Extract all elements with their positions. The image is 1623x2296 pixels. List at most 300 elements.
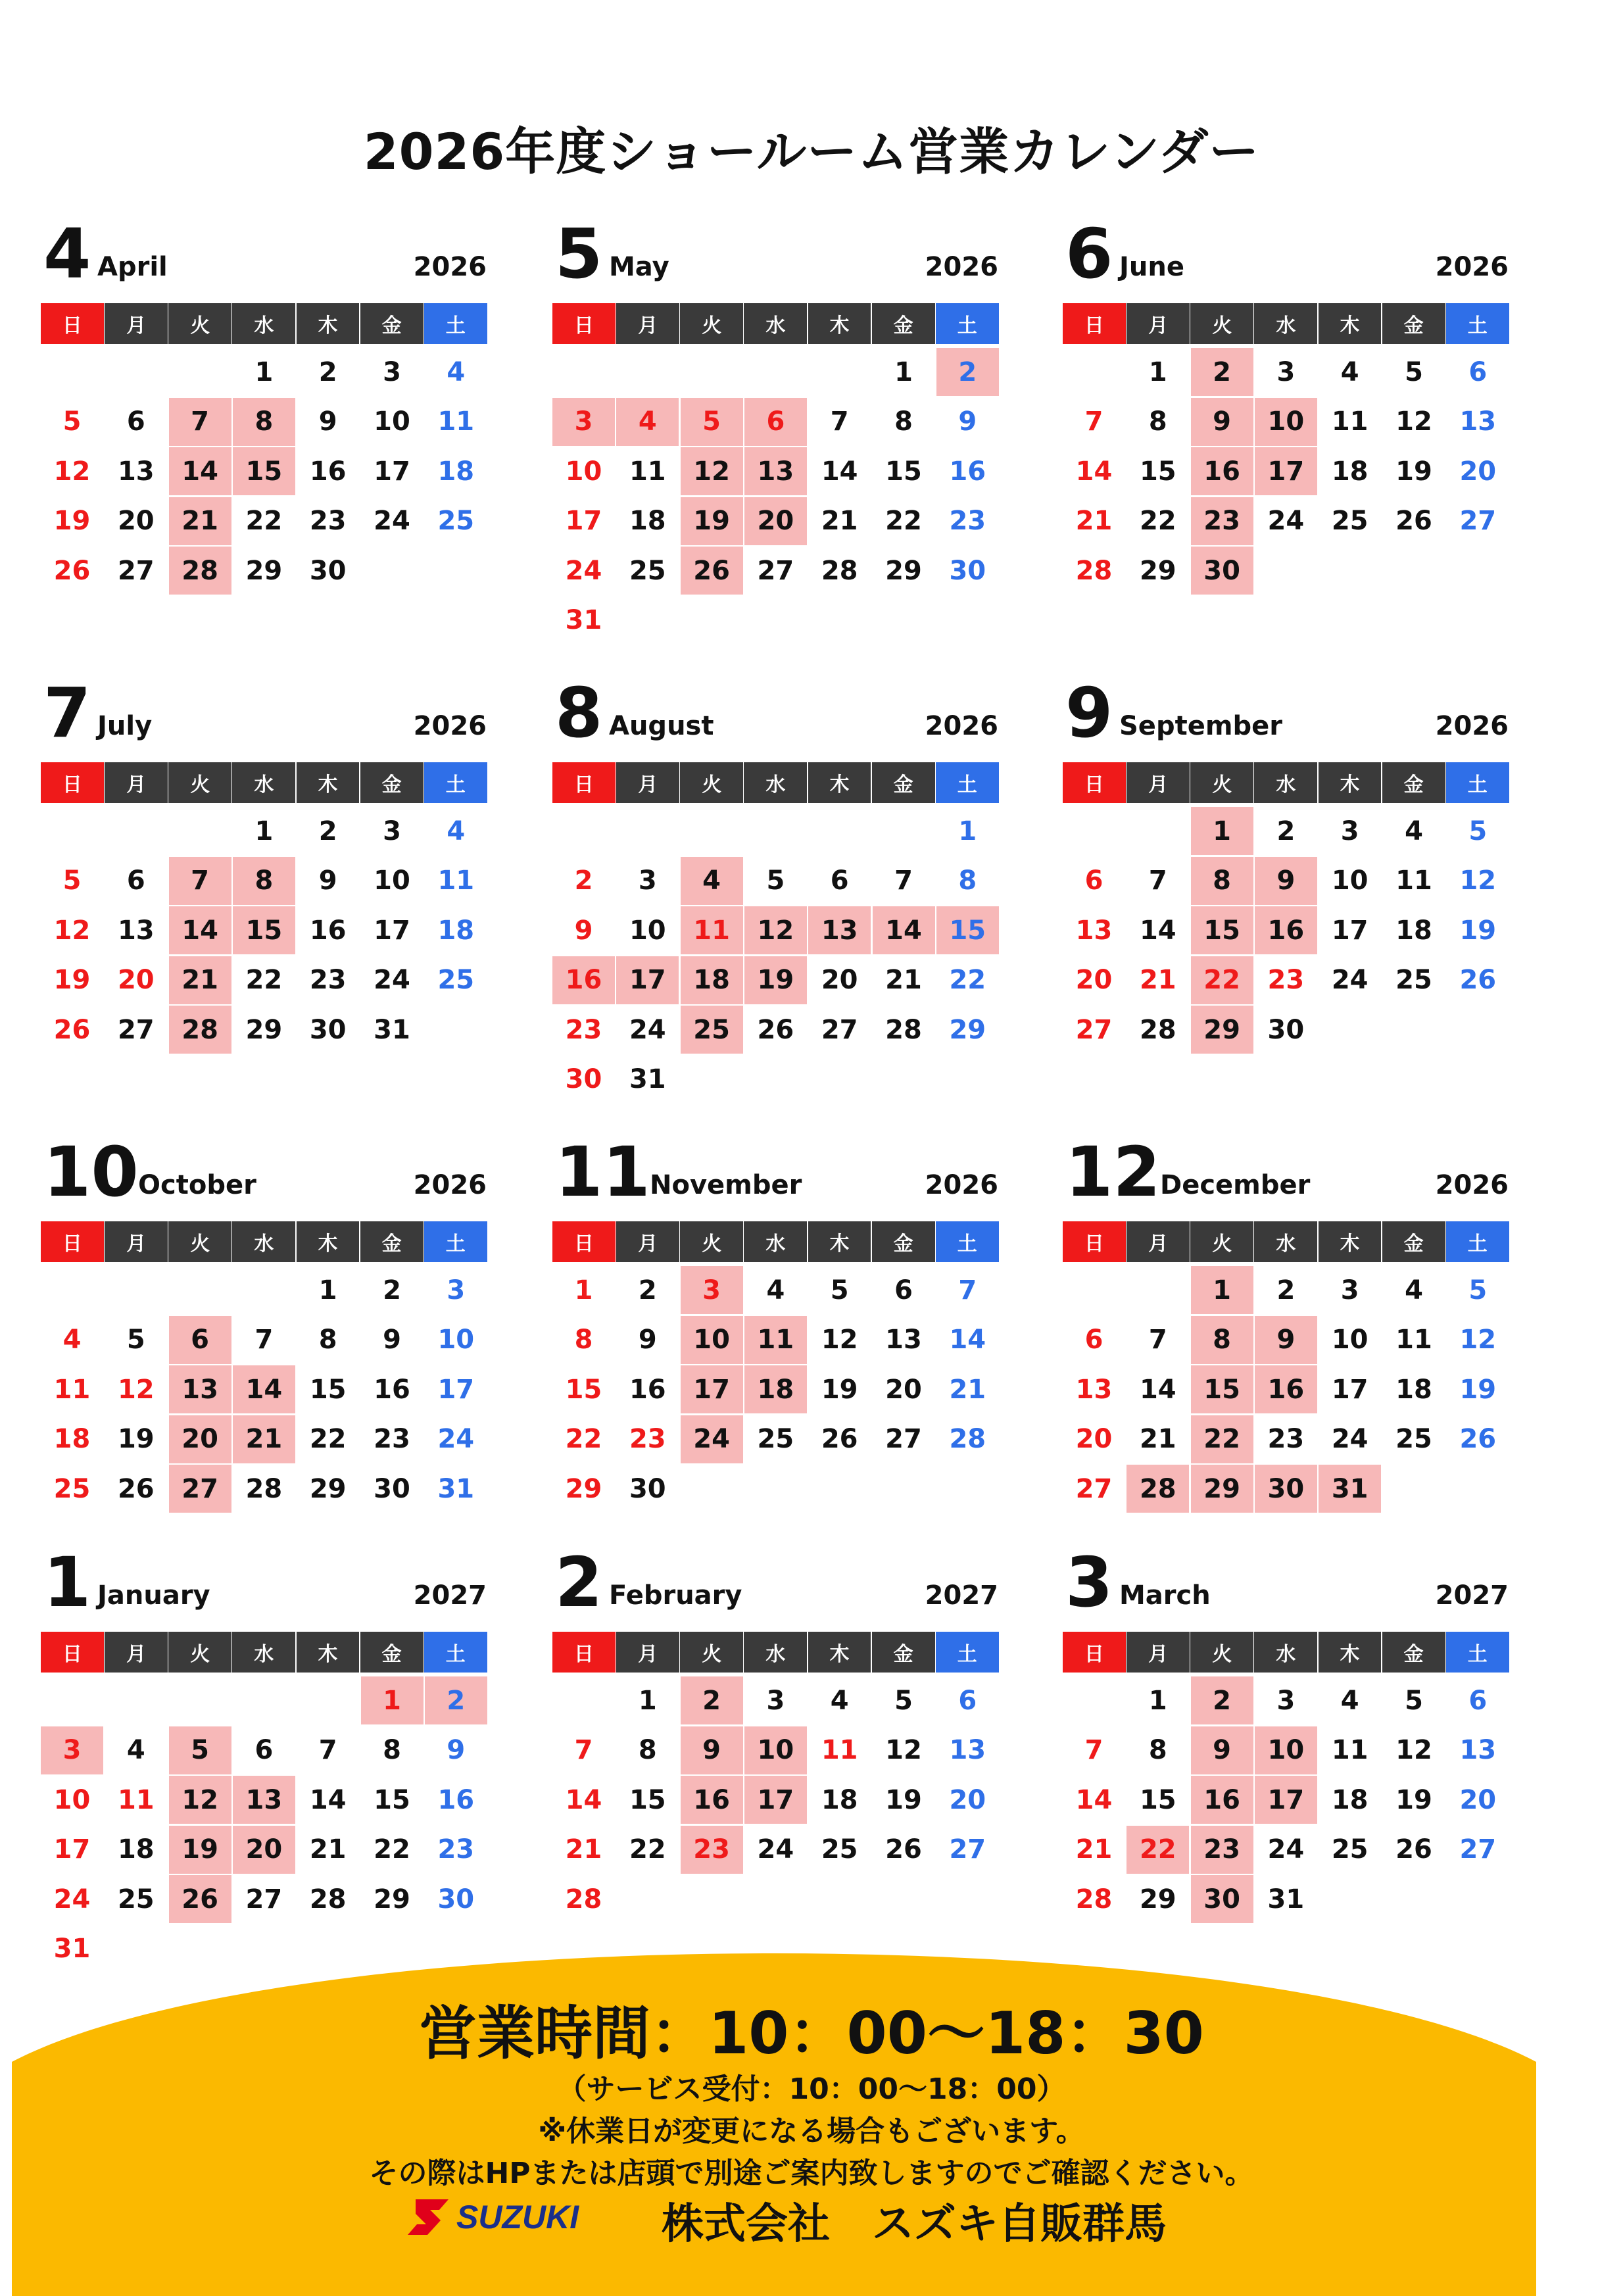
weekday-label: 月	[105, 303, 168, 344]
weekday-label: 月	[616, 1632, 679, 1673]
day-cell: 30	[437, 1884, 475, 1915]
weekday-label: 火	[680, 303, 743, 344]
month-header	[1063, 1132, 1510, 1212]
weekday-label: 土	[424, 1632, 487, 1673]
day-cell: 18	[117, 1834, 155, 1865]
weekday-label: 木	[297, 1221, 360, 1262]
day-cell: 24	[757, 1834, 794, 1865]
day-cell: 19	[53, 506, 91, 536]
closed-day-cell: 30	[1191, 547, 1253, 595]
day-cell: 5	[1468, 1275, 1488, 1306]
day-cell: 15	[885, 456, 922, 487]
day-cell: 27	[885, 1424, 922, 1454]
month-year: 2026	[413, 711, 487, 741]
weekday-label: 日	[41, 303, 104, 344]
weekday-label: 火	[168, 1221, 231, 1262]
weekday-label: 日	[1063, 1632, 1126, 1673]
day-cell: 26	[53, 555, 91, 586]
day-cell: 18	[437, 915, 475, 946]
month-name: January	[97, 1580, 210, 1611]
closed-day-cell: 19	[681, 497, 743, 545]
day-cell: 5	[126, 1325, 145, 1355]
weekday-label: 金	[1382, 303, 1445, 344]
closed-day-cell: 15	[936, 906, 999, 954]
closed-day-cell: 13	[744, 447, 807, 495]
day-cell: 17	[1331, 1374, 1369, 1405]
day-cell: 28	[1139, 1014, 1176, 1045]
day-cell: 14	[565, 1784, 602, 1815]
day-cell: 3	[447, 1275, 466, 1306]
day-cell: 25	[437, 965, 475, 995]
day-cell: 11	[117, 1784, 155, 1815]
day-cell: 7	[574, 1735, 593, 1765]
closed-day-cell: 21	[169, 497, 231, 545]
weekday-label: 水	[1254, 762, 1317, 803]
closed-day-cell: 8	[1191, 1316, 1253, 1364]
weekday-header	[552, 762, 1000, 803]
weekday-label: 月	[105, 1221, 168, 1262]
day-cell: 11	[1331, 406, 1369, 437]
month-year: 2027	[1435, 1580, 1509, 1611]
weekday-label: 金	[1382, 1221, 1445, 1262]
month-header	[41, 1542, 488, 1623]
weekday-label: 木	[297, 1632, 360, 1673]
day-cell: 16	[309, 456, 347, 487]
month-year: 2026	[925, 1170, 998, 1200]
weekday-label: 土	[936, 762, 999, 803]
day-cell: 13	[885, 1325, 922, 1355]
day-cell: 12	[1395, 1735, 1432, 1765]
closed-day-cell: 9	[1191, 398, 1253, 446]
weekday-label: 木	[1319, 303, 1382, 344]
month-number: 12	[1065, 1132, 1161, 1212]
day-cell: 28	[949, 1424, 986, 1454]
month-march	[1063, 1542, 1510, 1996]
day-cell: 13	[1075, 915, 1113, 946]
day-cell: 15	[1139, 1784, 1176, 1815]
day-cell: 20	[1459, 1784, 1497, 1815]
day-cell: 30	[309, 555, 347, 586]
weekday-header	[1063, 1632, 1510, 1673]
weekday-label: 水	[744, 303, 807, 344]
day-cell: 24	[437, 1424, 475, 1454]
weekday-label: 火	[680, 1221, 743, 1262]
month-year: 2026	[413, 1170, 487, 1200]
day-cell: 20	[1075, 1424, 1113, 1454]
weekday-label: 月	[1126, 1632, 1190, 1673]
month-june	[1063, 214, 1510, 668]
closed-day-cell: 10	[681, 1316, 743, 1364]
day-cell: 20	[1459, 456, 1497, 487]
month-number: 7	[43, 673, 91, 753]
closed-day-cell: 2	[1191, 1676, 1253, 1724]
month-february	[552, 1542, 1000, 1996]
day-cell: 17	[1331, 915, 1369, 946]
weekday-label: 土	[424, 762, 487, 803]
day-cell: 5	[1405, 356, 1423, 387]
closed-day-cell: 12	[744, 906, 807, 954]
closed-day-cell: 16	[1191, 1776, 1253, 1824]
day-cell: 22	[245, 965, 283, 995]
closed-day-cell: 5	[169, 1726, 231, 1774]
closed-day-cell: 4	[681, 857, 743, 905]
month-name: May	[609, 252, 669, 282]
closed-day-cell: 10	[1255, 398, 1317, 446]
day-cell: 22	[245, 506, 283, 536]
day-cell: 19	[1395, 456, 1432, 487]
weekday-label: 木	[808, 1221, 871, 1262]
day-cell: 19	[1459, 1374, 1497, 1405]
company-block	[0, 2190, 1623, 2249]
day-cell: 31	[565, 605, 602, 635]
day-cell: 3	[383, 816, 401, 846]
day-cell: 6	[1084, 1325, 1103, 1355]
month-number: 10	[43, 1132, 139, 1212]
weekday-label: 火	[168, 303, 231, 344]
day-cell: 21	[1139, 1424, 1176, 1454]
month-year: 2027	[925, 1580, 998, 1611]
day-cell: 3	[1276, 356, 1296, 387]
weekday-label: 日	[1063, 762, 1126, 803]
month-number: 1	[43, 1542, 91, 1623]
month-april	[41, 214, 488, 668]
closed-day-cell: 2	[425, 1676, 487, 1724]
day-cell: 1	[1148, 356, 1167, 387]
day-cell: 22	[885, 506, 922, 536]
closed-day-cell: 15	[1191, 906, 1253, 954]
closed-day-cell: 25	[681, 1006, 743, 1054]
closed-day-cell: 8	[1191, 857, 1253, 905]
month-year: 2026	[1435, 711, 1509, 741]
day-cell: 27	[821, 1014, 858, 1045]
day-cell: 22	[629, 1834, 666, 1865]
closed-day-cell: 1	[1191, 807, 1253, 855]
month-year: 2026	[925, 252, 998, 282]
day-cell: 12	[885, 1735, 922, 1765]
month-header	[41, 214, 488, 294]
day-cell: 27	[949, 1834, 986, 1865]
closed-day-cell: 28	[169, 547, 231, 595]
weekday-label: 金	[360, 1221, 424, 1262]
weekday-label: 木	[297, 303, 360, 344]
weekday-label: 金	[872, 1221, 935, 1262]
weekday-label: 木	[1319, 762, 1382, 803]
day-cell: 7	[830, 406, 849, 437]
day-cell: 24	[53, 1884, 91, 1915]
day-cell: 1	[254, 816, 274, 846]
month-october	[41, 1132, 488, 1586]
closed-day-cell: 17	[616, 956, 679, 1004]
day-cell: 8	[958, 866, 977, 896]
closed-day-cell: 9	[1255, 857, 1317, 905]
day-cell: 5	[1405, 1685, 1423, 1716]
weekday-label: 水	[744, 1632, 807, 1673]
day-cell: 22	[949, 965, 986, 995]
month-number: 9	[1065, 673, 1113, 753]
day-cell: 11	[53, 1374, 91, 1405]
day-cell: 28	[885, 1014, 922, 1045]
day-cell: 25	[1395, 1424, 1432, 1454]
day-cell: 23	[565, 1014, 602, 1045]
month-header	[1063, 1542, 1510, 1623]
weekday-label: 日	[1063, 303, 1126, 344]
closed-day-cell: 3	[552, 398, 615, 446]
closed-day-cell: 13	[233, 1776, 295, 1824]
weekday-label: 金	[1382, 762, 1445, 803]
day-cell: 25	[117, 1884, 155, 1915]
day-cell: 10	[53, 1784, 91, 1815]
day-cell: 4	[1340, 1685, 1359, 1716]
day-cell: 16	[949, 456, 986, 487]
day-cell: 28	[1075, 555, 1113, 586]
closed-day-cell: 1	[1191, 1266, 1253, 1314]
closed-day-cell: 18	[681, 956, 743, 1004]
day-cell: 11	[629, 456, 666, 487]
day-cell: 17	[53, 1834, 91, 1865]
service-hours: （サービス受付：10：00～18：00）	[557, 2072, 1066, 2106]
day-cell: 4	[126, 1735, 145, 1765]
day-cell: 25	[53, 1473, 91, 1504]
day-cell: 9	[447, 1735, 466, 1765]
day-cell: 27	[245, 1884, 283, 1915]
day-cell: 5	[894, 1685, 913, 1716]
day-cell: 6	[1084, 866, 1103, 896]
day-cell: 6	[894, 1275, 913, 1306]
day-cell: 29	[374, 1884, 410, 1915]
day-cell: 31	[437, 1473, 475, 1504]
weekday-header	[1063, 303, 1510, 344]
day-cell: 5	[766, 866, 785, 896]
day-cell: 20	[1075, 965, 1113, 995]
day-cell: 18	[1395, 1374, 1432, 1405]
day-cell: 30	[309, 1014, 347, 1045]
day-cell: 7	[254, 1325, 274, 1355]
day-cell: 7	[1084, 406, 1103, 437]
day-cell: 29	[949, 1014, 986, 1045]
month-name: June	[1119, 252, 1184, 282]
day-cell: 1	[958, 816, 977, 846]
closed-day-cell: 3	[41, 1726, 103, 1774]
month-number: 8	[555, 673, 603, 753]
day-cell: 11	[1331, 1735, 1369, 1765]
weekday-label: 火	[168, 1632, 231, 1673]
day-cell: 17	[374, 915, 410, 946]
day-cell: 24	[1331, 1424, 1369, 1454]
closed-day-cell: 7	[169, 857, 231, 905]
page-title: 2026年度ショールーム営業カレンダー	[363, 122, 1260, 181]
month-year: 2026	[1435, 1170, 1509, 1200]
weekday-label: 月	[1126, 762, 1190, 803]
day-cell: 23	[374, 1424, 410, 1454]
suzuki-s-icon	[408, 2194, 638, 2240]
day-cell: 16	[437, 1784, 475, 1815]
day-cell: 7	[318, 1735, 337, 1765]
closed-day-cell: 2	[681, 1676, 743, 1724]
weekday-label: 月	[105, 1632, 168, 1673]
month-name: February	[609, 1580, 742, 1611]
closed-day-cell: 14	[233, 1365, 295, 1413]
day-cell: 30	[1267, 1014, 1305, 1045]
weekday-label: 金	[1382, 1632, 1445, 1673]
month-year: 2027	[413, 1580, 487, 1611]
month-name: November	[650, 1170, 802, 1200]
closed-day-cell: 24	[681, 1415, 743, 1463]
day-cell: 10	[1331, 1325, 1369, 1355]
day-cell: 12	[1459, 1325, 1497, 1355]
month-number: 3	[1065, 1542, 1113, 1623]
weekday-label: 木	[297, 762, 360, 803]
day-cell: 16	[309, 915, 347, 946]
day-cell: 3	[766, 1685, 785, 1716]
month-header	[41, 673, 488, 753]
day-cell: 5	[1468, 816, 1488, 846]
closed-day-cell: 26	[681, 547, 743, 595]
weekday-label: 日	[41, 1632, 104, 1673]
day-cell: 4	[447, 816, 466, 846]
month-name: October	[138, 1170, 256, 1200]
day-cell: 29	[1139, 555, 1176, 586]
weekday-label: 水	[232, 1632, 295, 1673]
closed-day-cell: 16	[552, 956, 615, 1004]
month-name: March	[1119, 1580, 1211, 1611]
day-cell: 14	[821, 456, 858, 487]
weekday-label: 日	[552, 1221, 616, 1262]
weekday-label: 日	[41, 762, 104, 803]
day-cell: 28	[309, 1884, 347, 1915]
day-cell: 6	[254, 1735, 274, 1765]
closed-day-cell: 20	[169, 1415, 231, 1463]
day-cell: 23	[1267, 965, 1305, 995]
day-cell: 21	[949, 1374, 986, 1405]
weekday-label: 水	[232, 762, 295, 803]
closed-day-cell: 27	[169, 1465, 231, 1513]
closed-day-cell: 10	[744, 1726, 807, 1774]
closed-day-cell: 17	[1255, 1776, 1317, 1824]
closed-day-cell: 3	[681, 1266, 743, 1314]
day-cell: 28	[1075, 1884, 1113, 1915]
day-cell: 26	[1459, 965, 1497, 995]
closed-day-cell: 28	[169, 1006, 231, 1054]
closed-day-cell: 14	[169, 447, 231, 495]
day-cell: 7	[1148, 866, 1167, 896]
day-cell: 12	[1459, 866, 1497, 896]
weekday-label: 木	[808, 1632, 871, 1673]
day-cell: 6	[126, 866, 145, 896]
brand-text: SUZUKI	[456, 2199, 579, 2235]
month-number: 2	[555, 1542, 603, 1623]
month-header	[552, 673, 1000, 753]
day-cell: 21	[1075, 1834, 1113, 1865]
change-notice: ※休業日が変更になる場合もございます。	[538, 2114, 1085, 2148]
day-cell: 24	[629, 1014, 666, 1045]
day-cell: 31	[1267, 1884, 1305, 1915]
weekday-label: 火	[168, 762, 231, 803]
day-cell: 3	[383, 356, 401, 387]
day-cell: 26	[1459, 1424, 1497, 1454]
closed-day-cell: 19	[744, 956, 807, 1004]
day-cell: 24	[374, 506, 410, 536]
day-cell: 7	[1084, 1735, 1103, 1765]
day-cell: 19	[1395, 1784, 1432, 1815]
day-cell: 6	[958, 1685, 977, 1716]
day-cell: 15	[309, 1374, 347, 1405]
closed-day-cell: 2	[936, 348, 999, 396]
day-cell: 21	[565, 1834, 602, 1865]
day-cell: 25	[1395, 965, 1432, 995]
weekday-label: 土	[424, 1221, 487, 1262]
day-cell: 25	[437, 506, 475, 536]
closed-day-cell: 16	[1255, 1365, 1317, 1413]
day-cell: 8	[318, 1325, 337, 1355]
day-cell: 8	[574, 1325, 593, 1355]
day-cell: 25	[629, 555, 666, 586]
closed-day-cell: 17	[681, 1365, 743, 1413]
day-cell: 11	[1395, 1325, 1432, 1355]
weekday-label: 金	[872, 1632, 935, 1673]
day-cell: 22	[565, 1424, 602, 1454]
closed-day-cell: 6	[744, 398, 807, 446]
closed-day-cell: 15	[1191, 1365, 1253, 1413]
weekday-label: 日	[552, 303, 616, 344]
day-cell: 5	[830, 1275, 849, 1306]
day-cell: 8	[383, 1735, 401, 1765]
day-cell: 14	[309, 1784, 347, 1815]
weekday-label: 月	[1126, 303, 1190, 344]
day-cell: 3	[1276, 1685, 1296, 1716]
day-cell: 18	[1395, 915, 1432, 946]
day-cell: 1	[254, 356, 274, 387]
day-cell: 2	[638, 1275, 657, 1306]
closed-day-cell: 20	[744, 497, 807, 545]
weekday-header	[41, 1632, 488, 1673]
day-cell: 18	[1331, 456, 1369, 487]
month-december	[1063, 1132, 1510, 1586]
day-cell: 23	[309, 965, 347, 995]
closed-day-cell: 30	[1191, 1875, 1253, 1923]
closed-day-cell: 28	[1126, 1465, 1189, 1513]
closed-day-cell: 9	[681, 1726, 743, 1774]
day-cell: 6	[1468, 1685, 1488, 1716]
month-header	[41, 1132, 488, 1212]
weekday-label: 火	[1190, 1632, 1253, 1673]
day-cell: 6	[830, 866, 849, 896]
day-cell: 19	[117, 1424, 155, 1454]
closed-day-cell: 12	[169, 1776, 231, 1824]
closed-day-cell: 11	[744, 1316, 807, 1364]
day-cell: 21	[1075, 506, 1113, 536]
day-cell: 24	[374, 965, 410, 995]
day-cell: 18	[629, 506, 666, 536]
day-cell: 1	[638, 1685, 657, 1716]
day-cell: 5	[62, 406, 82, 437]
weekday-label: 月	[1126, 1221, 1190, 1262]
day-cell: 1	[574, 1275, 593, 1306]
day-cell: 10	[374, 866, 410, 896]
closed-day-cell: 16	[1191, 447, 1253, 495]
weekday-header	[1063, 762, 1510, 803]
day-cell: 20	[885, 1374, 922, 1405]
day-cell: 27	[1459, 506, 1497, 536]
day-cell: 24	[1267, 1834, 1305, 1865]
day-cell: 22	[1139, 506, 1176, 536]
month-name: July	[97, 711, 153, 741]
day-cell: 2	[1276, 1275, 1296, 1306]
day-cell: 26	[821, 1424, 858, 1454]
day-cell: 29	[245, 555, 283, 586]
weekday-label: 木	[1319, 1221, 1382, 1262]
suzuki-logo	[408, 2194, 638, 2240]
day-cell: 2	[383, 1275, 401, 1306]
